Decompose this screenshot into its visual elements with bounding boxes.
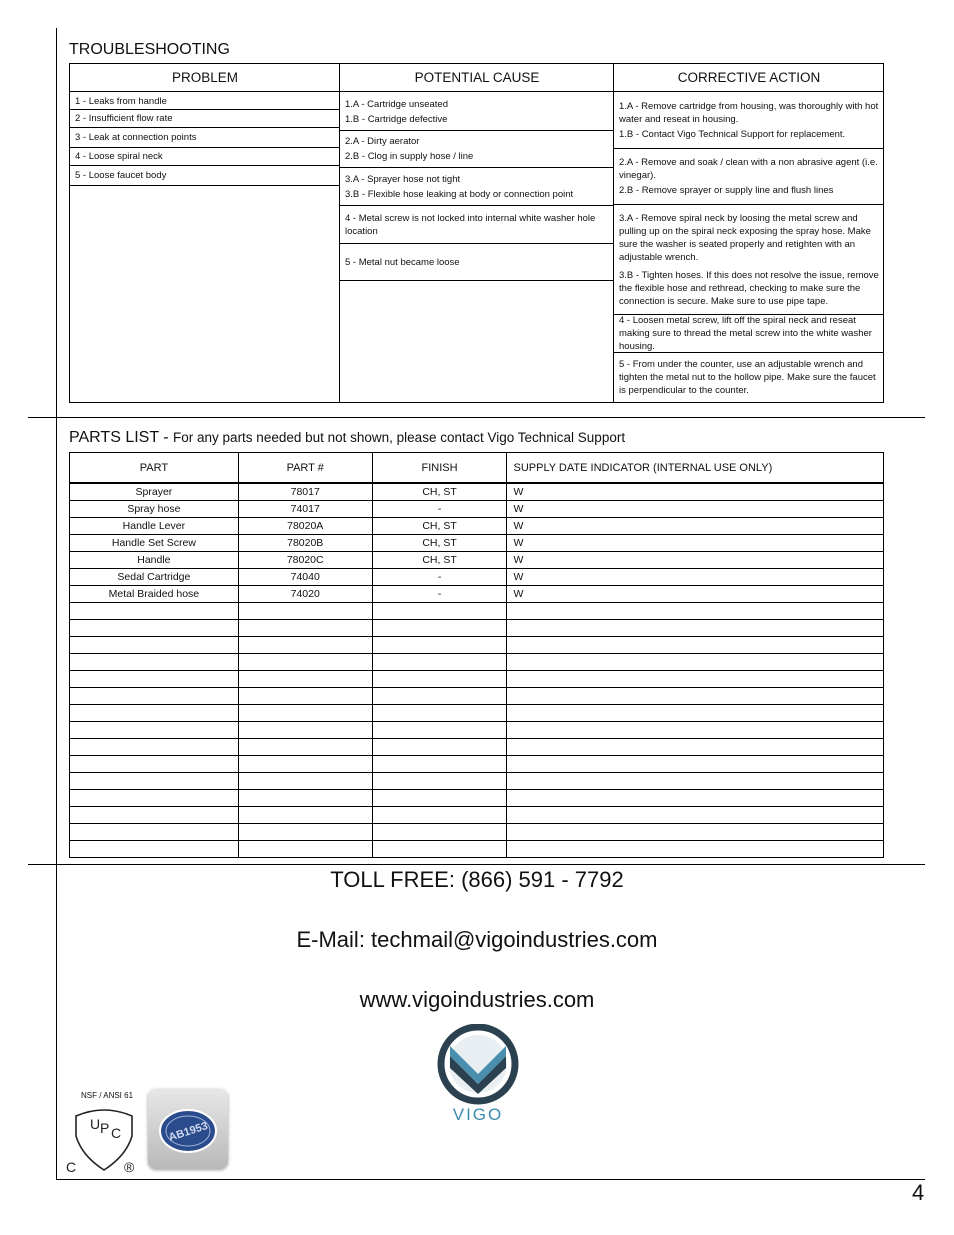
page-number: 4	[912, 1180, 925, 1205]
empty-cell	[372, 841, 507, 858]
parts-table-empty-row	[70, 790, 884, 807]
parts-table-empty-row	[70, 841, 884, 858]
empty-cell	[372, 722, 507, 739]
supply-date-cell: W	[507, 552, 884, 569]
empty-cell	[70, 671, 239, 688]
empty-cell	[238, 841, 372, 858]
troubleshooting-table	[69, 63, 884, 403]
empty-cell	[372, 739, 507, 756]
empty-cell	[372, 756, 507, 773]
empty-cell	[238, 790, 372, 807]
empty-cell	[507, 705, 884, 722]
empty-cell	[507, 739, 884, 756]
parts-list-title: PARTS LIST - For any parts needed but not shown, please contact Vigo Technical Support	[69, 429, 626, 446]
empty-cell	[70, 756, 239, 773]
finish-cell: -	[372, 586, 507, 603]
part-name-cell: Sedal Cartridge	[70, 569, 239, 586]
parts-table-row	[70, 501, 884, 518]
empty-cell	[238, 620, 372, 637]
part-name-cell: Sprayer	[70, 483, 239, 501]
empty-cell	[507, 824, 884, 841]
parts-table-row	[70, 552, 884, 569]
empty-cell	[70, 637, 239, 654]
header-part-number: PART #	[238, 453, 372, 484]
part-number-cell: 74020	[238, 586, 372, 603]
part-number-cell: 78017	[238, 483, 372, 501]
cause-cell: 5 - Metal nut became loose	[340, 244, 613, 281]
empty-cell	[372, 671, 507, 688]
svg-text:U: U	[90, 1116, 101, 1132]
header-finish: FINISH	[372, 453, 507, 484]
finish-cell: CH, ST	[372, 535, 507, 552]
parts-table-empty-row	[70, 637, 884, 654]
parts-table-empty-row	[70, 807, 884, 824]
empty-cell	[70, 620, 239, 637]
empty-cell	[70, 722, 239, 739]
toll-free-number: TOLL FREE: (866) 591 - 7792	[330, 867, 624, 892]
parts-table-empty-row	[70, 773, 884, 790]
ab1953-certification-badge	[148, 1089, 228, 1169]
empty-cell	[372, 603, 507, 620]
empty-cell	[507, 773, 884, 790]
vigo-logo-text: VIGO	[452, 1105, 504, 1124]
empty-cell	[70, 841, 239, 858]
finish-cell: CH, ST	[372, 552, 507, 569]
nsf-label: NSF / ANSI 61	[81, 1091, 134, 1100]
cause-cell: 3.A - Sprayer hose not tight 3.B - Flexible hose leaking at body or connection point	[340, 168, 613, 206]
empty-cell	[372, 654, 507, 671]
part-number-cell: 78020A	[238, 518, 372, 535]
parts-table-empty-row	[70, 739, 884, 756]
empty-cell	[70, 654, 239, 671]
parts-table-empty-row	[70, 688, 884, 705]
header-action: CORRECTIVE ACTION	[614, 64, 884, 92]
header-cause: POTENTIAL CAUSE	[340, 64, 614, 92]
action-cell: 1.A - Remove cartridge from housing, was thoroughly with hot water and reseat in housing. 1.B - Contact Vigo Technical Support for replacement.	[614, 93, 884, 149]
empty-cell	[372, 773, 507, 790]
empty-cell	[507, 841, 884, 858]
svg-text:C: C	[111, 1125, 122, 1141]
part-name-cell: Metal Braided hose	[70, 586, 239, 603]
empty-cell	[70, 824, 239, 841]
empty-cell	[507, 603, 884, 620]
empty-cell	[507, 620, 884, 637]
empty-cell	[238, 705, 372, 722]
empty-cell	[238, 637, 372, 654]
problem-row: 4 - Loose spiral neck	[70, 148, 339, 166]
website-url: www.vigoindustries.com	[359, 987, 595, 1012]
vigo-logo	[436, 1024, 520, 1124]
parts-table-row	[70, 483, 884, 501]
empty-cell	[507, 790, 884, 807]
empty-cell	[372, 637, 507, 654]
action-cell: 3.A - Remove spiral neck by loosing the metal screw and pulling up on the spiral neck exposing the spray hose. Make sure the washer is seated properly and retighten with an adjustable wrench. 3.B - Tighten hoses. If this does not resolve the issue, remove the flexible hose and rethread, checking to make sure the connection is secure. Make sure to use pipe tape.	[614, 205, 884, 315]
parts-table	[69, 452, 884, 858]
empty-cell	[372, 807, 507, 824]
empty-cell	[372, 790, 507, 807]
parts-table-empty-row	[70, 603, 884, 620]
problem-row: 5 - Loose faucet body	[70, 166, 339, 186]
empty-cell	[372, 688, 507, 705]
finish-cell: -	[372, 501, 507, 518]
ab1953-seal-icon	[148, 1089, 228, 1169]
parts-table-empty-row	[70, 824, 884, 841]
empty-cell	[238, 671, 372, 688]
troubleshooting-title: TROUBLESHOOTING	[69, 41, 230, 58]
header-supply-date: SUPPLY DATE INDICATOR (INTERNAL USE ONLY)	[507, 453, 884, 484]
parts-table-row	[70, 569, 884, 586]
svg-text:P: P	[100, 1120, 110, 1136]
supply-date-cell: W	[507, 569, 884, 586]
empty-cell	[70, 790, 239, 807]
empty-cell	[507, 688, 884, 705]
section-divider	[28, 417, 925, 418]
header-part: PART	[70, 453, 239, 484]
problem-row: 1 - Leaks from handle	[70, 93, 339, 110]
finish-cell: -	[372, 569, 507, 586]
header-problem: PROBLEM	[70, 64, 340, 92]
empty-cell	[507, 722, 884, 739]
cause-cell: 1.A - Cartridge unseated 1.B - Cartridge defective	[340, 93, 613, 131]
svg-text:®: ®	[124, 1159, 135, 1175]
empty-cell	[507, 637, 884, 654]
part-name-cell: Handle	[70, 552, 239, 569]
part-number-cell: 78020C	[238, 552, 372, 569]
parts-table-empty-row	[70, 756, 884, 773]
bottom-rule	[56, 1179, 925, 1180]
parts-table-row	[70, 586, 884, 603]
empty-cell	[70, 688, 239, 705]
empty-cell	[70, 603, 239, 620]
empty-cell	[238, 756, 372, 773]
part-name-cell: Spray hose	[70, 501, 239, 518]
empty-cell	[238, 722, 372, 739]
upc-shield-icon	[66, 1100, 142, 1176]
part-number-cell: 74017	[238, 501, 372, 518]
parts-table-empty-row	[70, 671, 884, 688]
empty-cell	[238, 654, 372, 671]
supply-date-cell: W	[507, 586, 884, 603]
svg-text:C: C	[66, 1159, 77, 1175]
empty-cell	[372, 824, 507, 841]
empty-cell	[70, 705, 239, 722]
supply-date-cell: W	[507, 483, 884, 501]
problem-row: 3 - Leak at connection points	[70, 128, 339, 148]
part-name-cell: Handle Set Screw	[70, 535, 239, 552]
parts-table-empty-row	[70, 620, 884, 637]
empty-cell	[238, 773, 372, 790]
svg-text:AB1953: AB1953	[167, 1120, 210, 1144]
empty-cell	[238, 603, 372, 620]
parts-table-empty-row	[70, 722, 884, 739]
action-cell: 2.A - Remove and soak / clean with a non abrasive agent (i.e. vinegar). 2.B - Remove sprayer or supply line and flush lines	[614, 149, 884, 205]
parts-table-empty-row	[70, 705, 884, 722]
empty-cell	[238, 824, 372, 841]
action-cell: 5 - From under the counter, use an adjustable wrench and tighten the metal nut to the hollow pipe. Make sure the faucet is perpendicular to the counter.	[619, 359, 876, 396]
section-divider	[28, 864, 925, 865]
empty-cell	[507, 654, 884, 671]
cause-cell: 4 - Metal screw is not locked into internal white washer hole location	[340, 206, 613, 244]
supply-date-cell: W	[507, 518, 884, 535]
empty-cell	[372, 705, 507, 722]
parts-table-row	[70, 518, 884, 535]
email-address: E-Mail: techmail@vigoindustries.com	[296, 927, 658, 952]
finish-cell: CH, ST	[372, 483, 507, 501]
empty-cell	[507, 807, 884, 824]
empty-cell	[372, 620, 507, 637]
action-cell: 4 - Loosen metal screw, lift off the spiral neck and reseat making sure to thread the metal screw into the white washer housing.	[614, 315, 884, 353]
part-name-cell: Handle Lever	[70, 518, 239, 535]
empty-cell	[70, 807, 239, 824]
supply-date-cell: W	[507, 535, 884, 552]
empty-cell	[238, 688, 372, 705]
supply-date-cell: W	[507, 501, 884, 518]
empty-cell	[507, 756, 884, 773]
problem-row: 2 - Insufficient flow rate	[70, 110, 339, 128]
empty-cell	[507, 671, 884, 688]
finish-cell: CH, ST	[372, 518, 507, 535]
empty-cell	[238, 807, 372, 824]
empty-cell	[238, 739, 372, 756]
empty-cell	[70, 739, 239, 756]
cause-cell: 2.A - Dirty aerator 2.B - Clog in supply hose / line	[340, 131, 613, 168]
parts-table-row	[70, 535, 884, 552]
part-number-cell: 78020B	[238, 535, 372, 552]
parts-table-empty-row	[70, 654, 884, 671]
empty-cell	[70, 773, 239, 790]
part-number-cell: 74040	[238, 569, 372, 586]
